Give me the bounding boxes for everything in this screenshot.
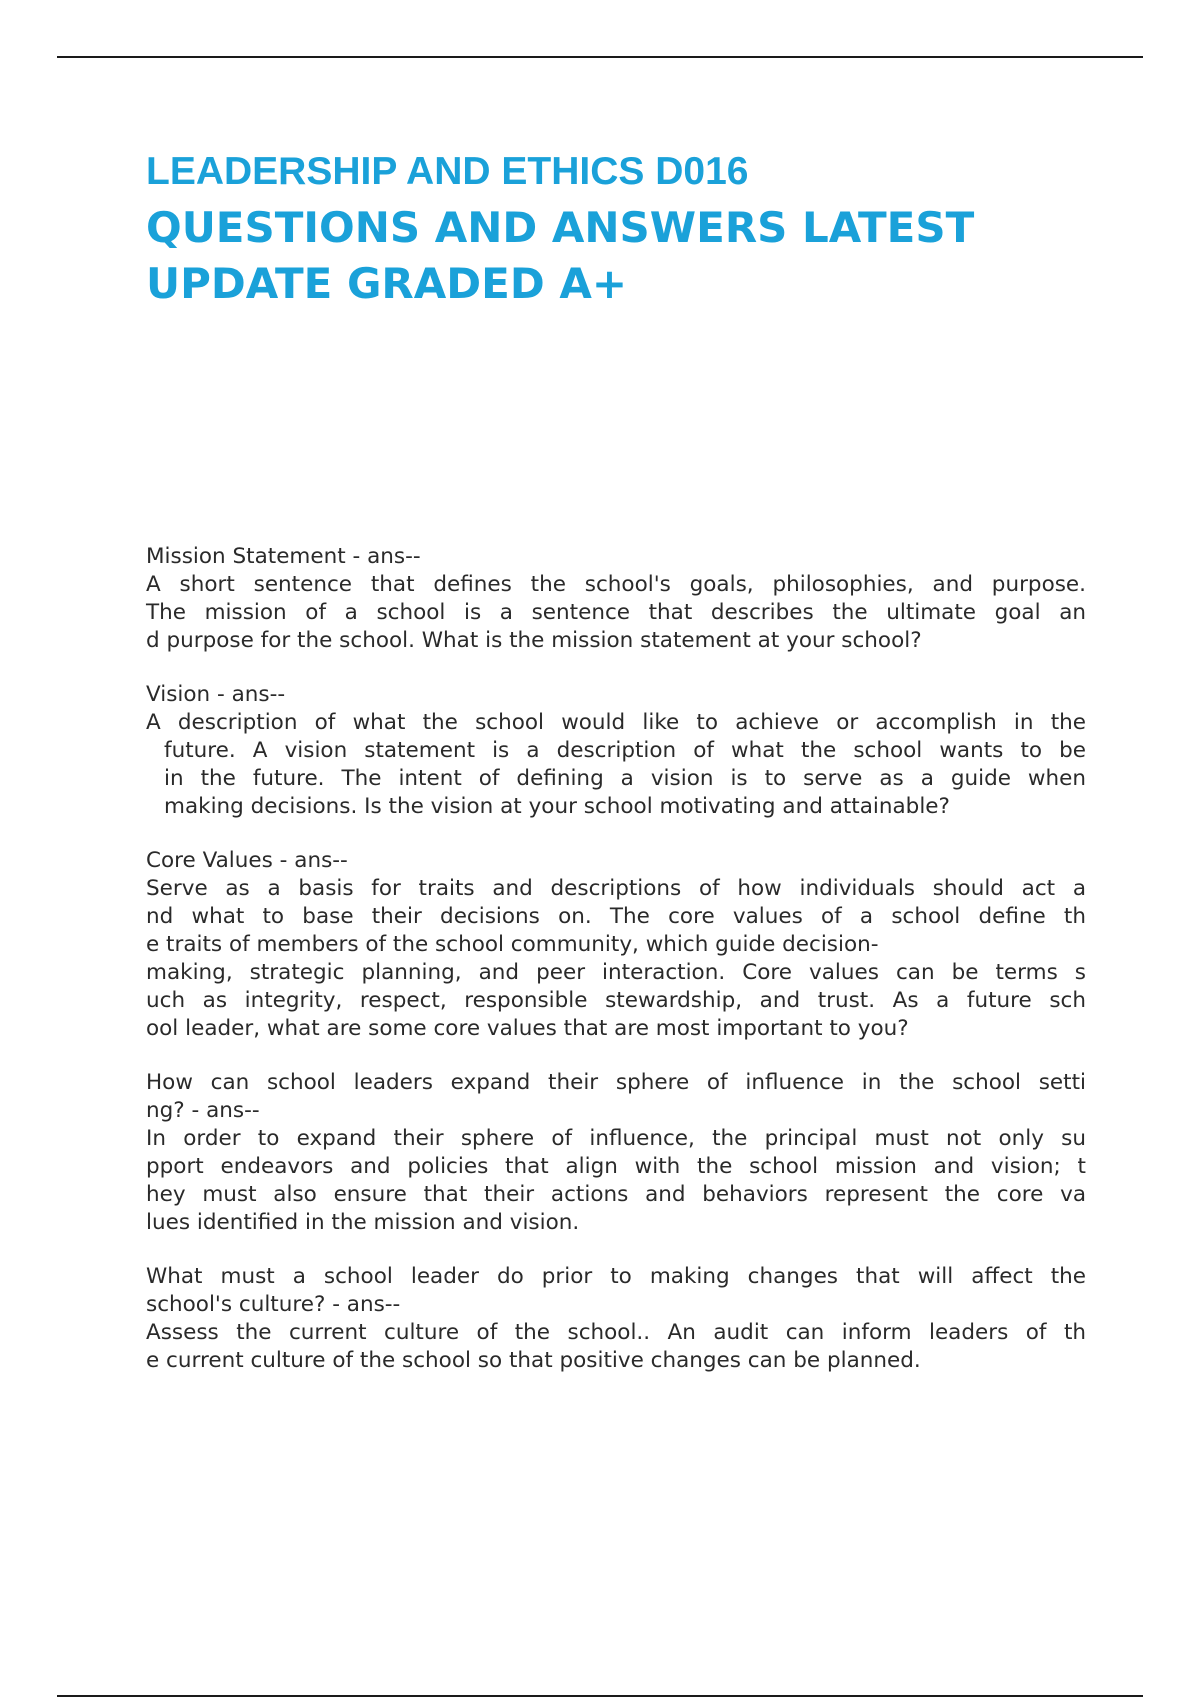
answer-line: ool leader, what are some core values that are most important to you? [146,1016,909,1041]
qa-list [146,543,1086,1401]
title-line-3: UPDATE GRADED A+ [146,259,628,308]
answer-line: e traits of members of the school community, which guide decision- [146,932,879,957]
question-line: school's culture? - ans-- [146,1292,401,1317]
answer-line: making, strategic planning, and peer interaction. Core values can be terms s [146,960,1086,985]
title-line-2: QUESTIONS AND ANSWERS LATEST [146,203,975,252]
answer-line: future. A vision statement is a description of what the school wants to be [164,738,1086,763]
question-line: How can school leaders expand their sphere of influence in the school setti [146,1070,1086,1095]
answer-line: d purpose for the school. What is the mission statement at your school? [146,628,922,653]
answer-line: lues identified in the mission and vision. [146,1210,580,1235]
answer-line: uch as integrity, respect, responsible stewardship, and trust. As a future sch [146,988,1086,1013]
qa-item-school-culture [146,1263,1086,1375]
answer-line: Assess the current culture of the school.. An audit can inform leaders of th [146,1320,1086,1345]
top-rule [57,56,1143,58]
qa-item-vision [146,681,1086,821]
qa-item-core-values [146,847,1086,1043]
question-line: Vision - ans-- [146,682,286,707]
bottom-rule [57,1695,1143,1697]
answer-line: A short sentence that defines the school's goals, philosophies, and purpose. [146,572,1086,597]
qa-item-mission-statement [146,543,1086,655]
answer-line: e current culture of the school so that positive changes can be planned. [146,1348,921,1373]
answer-line: The mission of a school is a sentence that describes the ultimate goal an [146,600,1086,625]
answer-line: nd what to base their decisions on. The core values of a school define th [146,904,1086,929]
qa-item-sphere-of-influence [146,1069,1086,1237]
answer-line: pport endeavors and policies that align with the school mission and vision; t [146,1154,1086,1179]
answer-line: In order to expand their sphere of influence, the principal must not only su [146,1126,1086,1151]
answer-line: A description of what the school would like to achieve or accomplish in the [146,710,1086,735]
question-line: Mission Statement - ans-- [146,544,421,569]
answer-line: Serve as a basis for traits and descriptions of how individuals should act a [146,876,1086,901]
document-title [146,144,1086,312]
question-line: What must a school leader do prior to making changes that will affect the [146,1264,1086,1289]
answer-line: hey must also ensure that their actions and behaviors represent the core va [146,1182,1086,1207]
question-line: ng? - ans-- [146,1098,260,1123]
title-line-1: LEADERSHIP AND ETHICS D016 [146,150,749,193]
question-line: Core Values - ans-- [146,848,348,873]
answer-line: in the future. The intent of defining a vision is to serve as a guide when [164,766,1086,791]
answer-line: making decisions. Is the vision at your school motivating and attainable? [164,794,950,819]
